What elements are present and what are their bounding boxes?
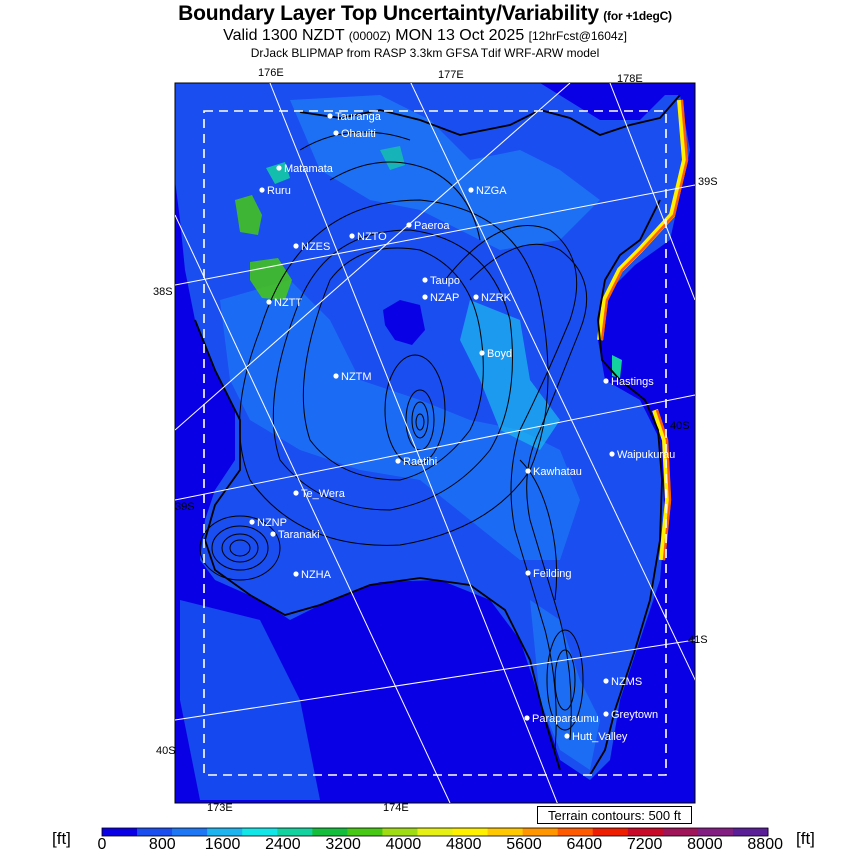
place-label: NZAP xyxy=(430,292,460,304)
place-dot xyxy=(293,243,298,248)
colorbar-tick-label: 7200 xyxy=(626,836,663,853)
place-dot xyxy=(406,222,411,227)
place-dot xyxy=(603,678,608,683)
lon-label: 173E xyxy=(207,802,233,814)
place-label: Raetihi xyxy=(403,456,438,468)
valid-prefix: Valid 1300 NZDT xyxy=(223,27,345,44)
place-dot xyxy=(259,187,264,192)
place-label: NZES xyxy=(301,241,331,253)
place-label: Tauranga xyxy=(335,111,381,123)
place-label: Paeroa xyxy=(414,220,450,232)
title-main: Boundary Layer Top Uncertainty/Variability xyxy=(178,2,599,25)
colorbar-tick-label: 3200 xyxy=(325,836,361,853)
place-label: Feilding xyxy=(533,568,572,580)
title-suffix: (for +1degC) xyxy=(603,9,672,23)
place-dot xyxy=(473,294,478,299)
place-label: Greytown xyxy=(611,709,659,721)
place-label: NZTO xyxy=(357,231,387,243)
place-dot xyxy=(422,294,427,299)
lat-label: 39S xyxy=(698,176,718,188)
place-dot xyxy=(609,451,614,456)
lat-label: 41S xyxy=(688,634,708,646)
place-dot xyxy=(327,113,332,118)
place-label: NZMS xyxy=(611,676,643,688)
colorbar-tick-label: 2400 xyxy=(265,836,301,853)
place-dot xyxy=(524,715,529,720)
place-dot xyxy=(564,733,569,738)
colorbar-tick-label: 4000 xyxy=(385,836,422,853)
lat-label: 40S xyxy=(156,745,176,757)
valid-utc: (0000Z) xyxy=(348,29,391,43)
place-label: Kawhatau xyxy=(533,466,582,478)
place-dot xyxy=(525,468,530,473)
place-label: Hastings xyxy=(611,376,654,388)
colorbar-tick-label: 6400 xyxy=(566,836,603,853)
place-label: NZTM xyxy=(341,371,372,383)
place-label: Matamata xyxy=(284,163,333,175)
place-dot xyxy=(525,570,530,575)
lat-label: 39S xyxy=(175,501,195,513)
place-label: Waipukurau xyxy=(617,449,676,461)
lon-label: 177E xyxy=(438,69,464,81)
place-dot xyxy=(422,277,427,282)
place-dot xyxy=(293,490,298,495)
place-label: Paraparaumu xyxy=(532,713,599,725)
lon-label: 176E xyxy=(258,67,284,79)
place-label: Te_Wera xyxy=(301,488,345,500)
place-dot xyxy=(293,571,298,576)
lon-label: 174E xyxy=(383,802,409,814)
place-dot xyxy=(333,130,338,135)
colorbar-tick-label: 800 xyxy=(148,836,176,853)
place-label: Ruru xyxy=(267,185,291,197)
colorbar-tick-label: 8000 xyxy=(687,836,723,853)
terrain-contour-note: Terrain contours: 500 ft xyxy=(537,806,692,824)
colorbar-tick-label: 8800 xyxy=(747,836,783,853)
place-label: NZRK xyxy=(481,292,511,304)
colorbar-unit-left: [ft] xyxy=(52,829,71,848)
place-label: NZNP xyxy=(257,517,287,529)
place-label: Ohauiti xyxy=(341,128,376,140)
lon-label: 178E xyxy=(617,73,643,85)
place-dot xyxy=(479,350,484,355)
place-label: Taupo xyxy=(430,275,460,287)
place-dot xyxy=(270,531,275,536)
lat-label: 38S xyxy=(153,286,173,298)
colorbar-tick-label: 4800 xyxy=(445,836,482,853)
place-dot xyxy=(266,299,271,304)
place-label: Hutt_Valley xyxy=(572,731,628,743)
colorbar-unit-right: [ft] xyxy=(796,829,815,848)
place-label: Boyd xyxy=(487,348,513,360)
place-dot xyxy=(603,378,608,383)
place-label: NZGA xyxy=(476,185,507,197)
place-dot xyxy=(395,458,400,463)
place-dot xyxy=(249,519,254,524)
place-dot xyxy=(333,373,338,378)
place-dot xyxy=(468,187,473,192)
colorbar-tick-label: 1600 xyxy=(204,836,241,853)
place-label: NZHA xyxy=(301,569,331,581)
place-dot xyxy=(349,233,354,238)
place-label: NZTT xyxy=(274,297,303,309)
place-label: Taranaki xyxy=(278,529,320,541)
lat-label: 40S xyxy=(670,420,690,432)
place-dot xyxy=(603,711,608,716)
valid-date: MON 13 Oct 2025 xyxy=(395,27,525,44)
forecast-info: [12hrFcst@1604z] xyxy=(528,29,627,43)
model-source: DrJack BLIPMAP from RASP 3.3km GFSA Tdif WRF-ARW model xyxy=(250,46,600,60)
colorbar-tick-label: 5600 xyxy=(506,836,542,853)
colorbar-tick-label: 0 xyxy=(97,836,107,853)
place-dot xyxy=(276,165,281,170)
